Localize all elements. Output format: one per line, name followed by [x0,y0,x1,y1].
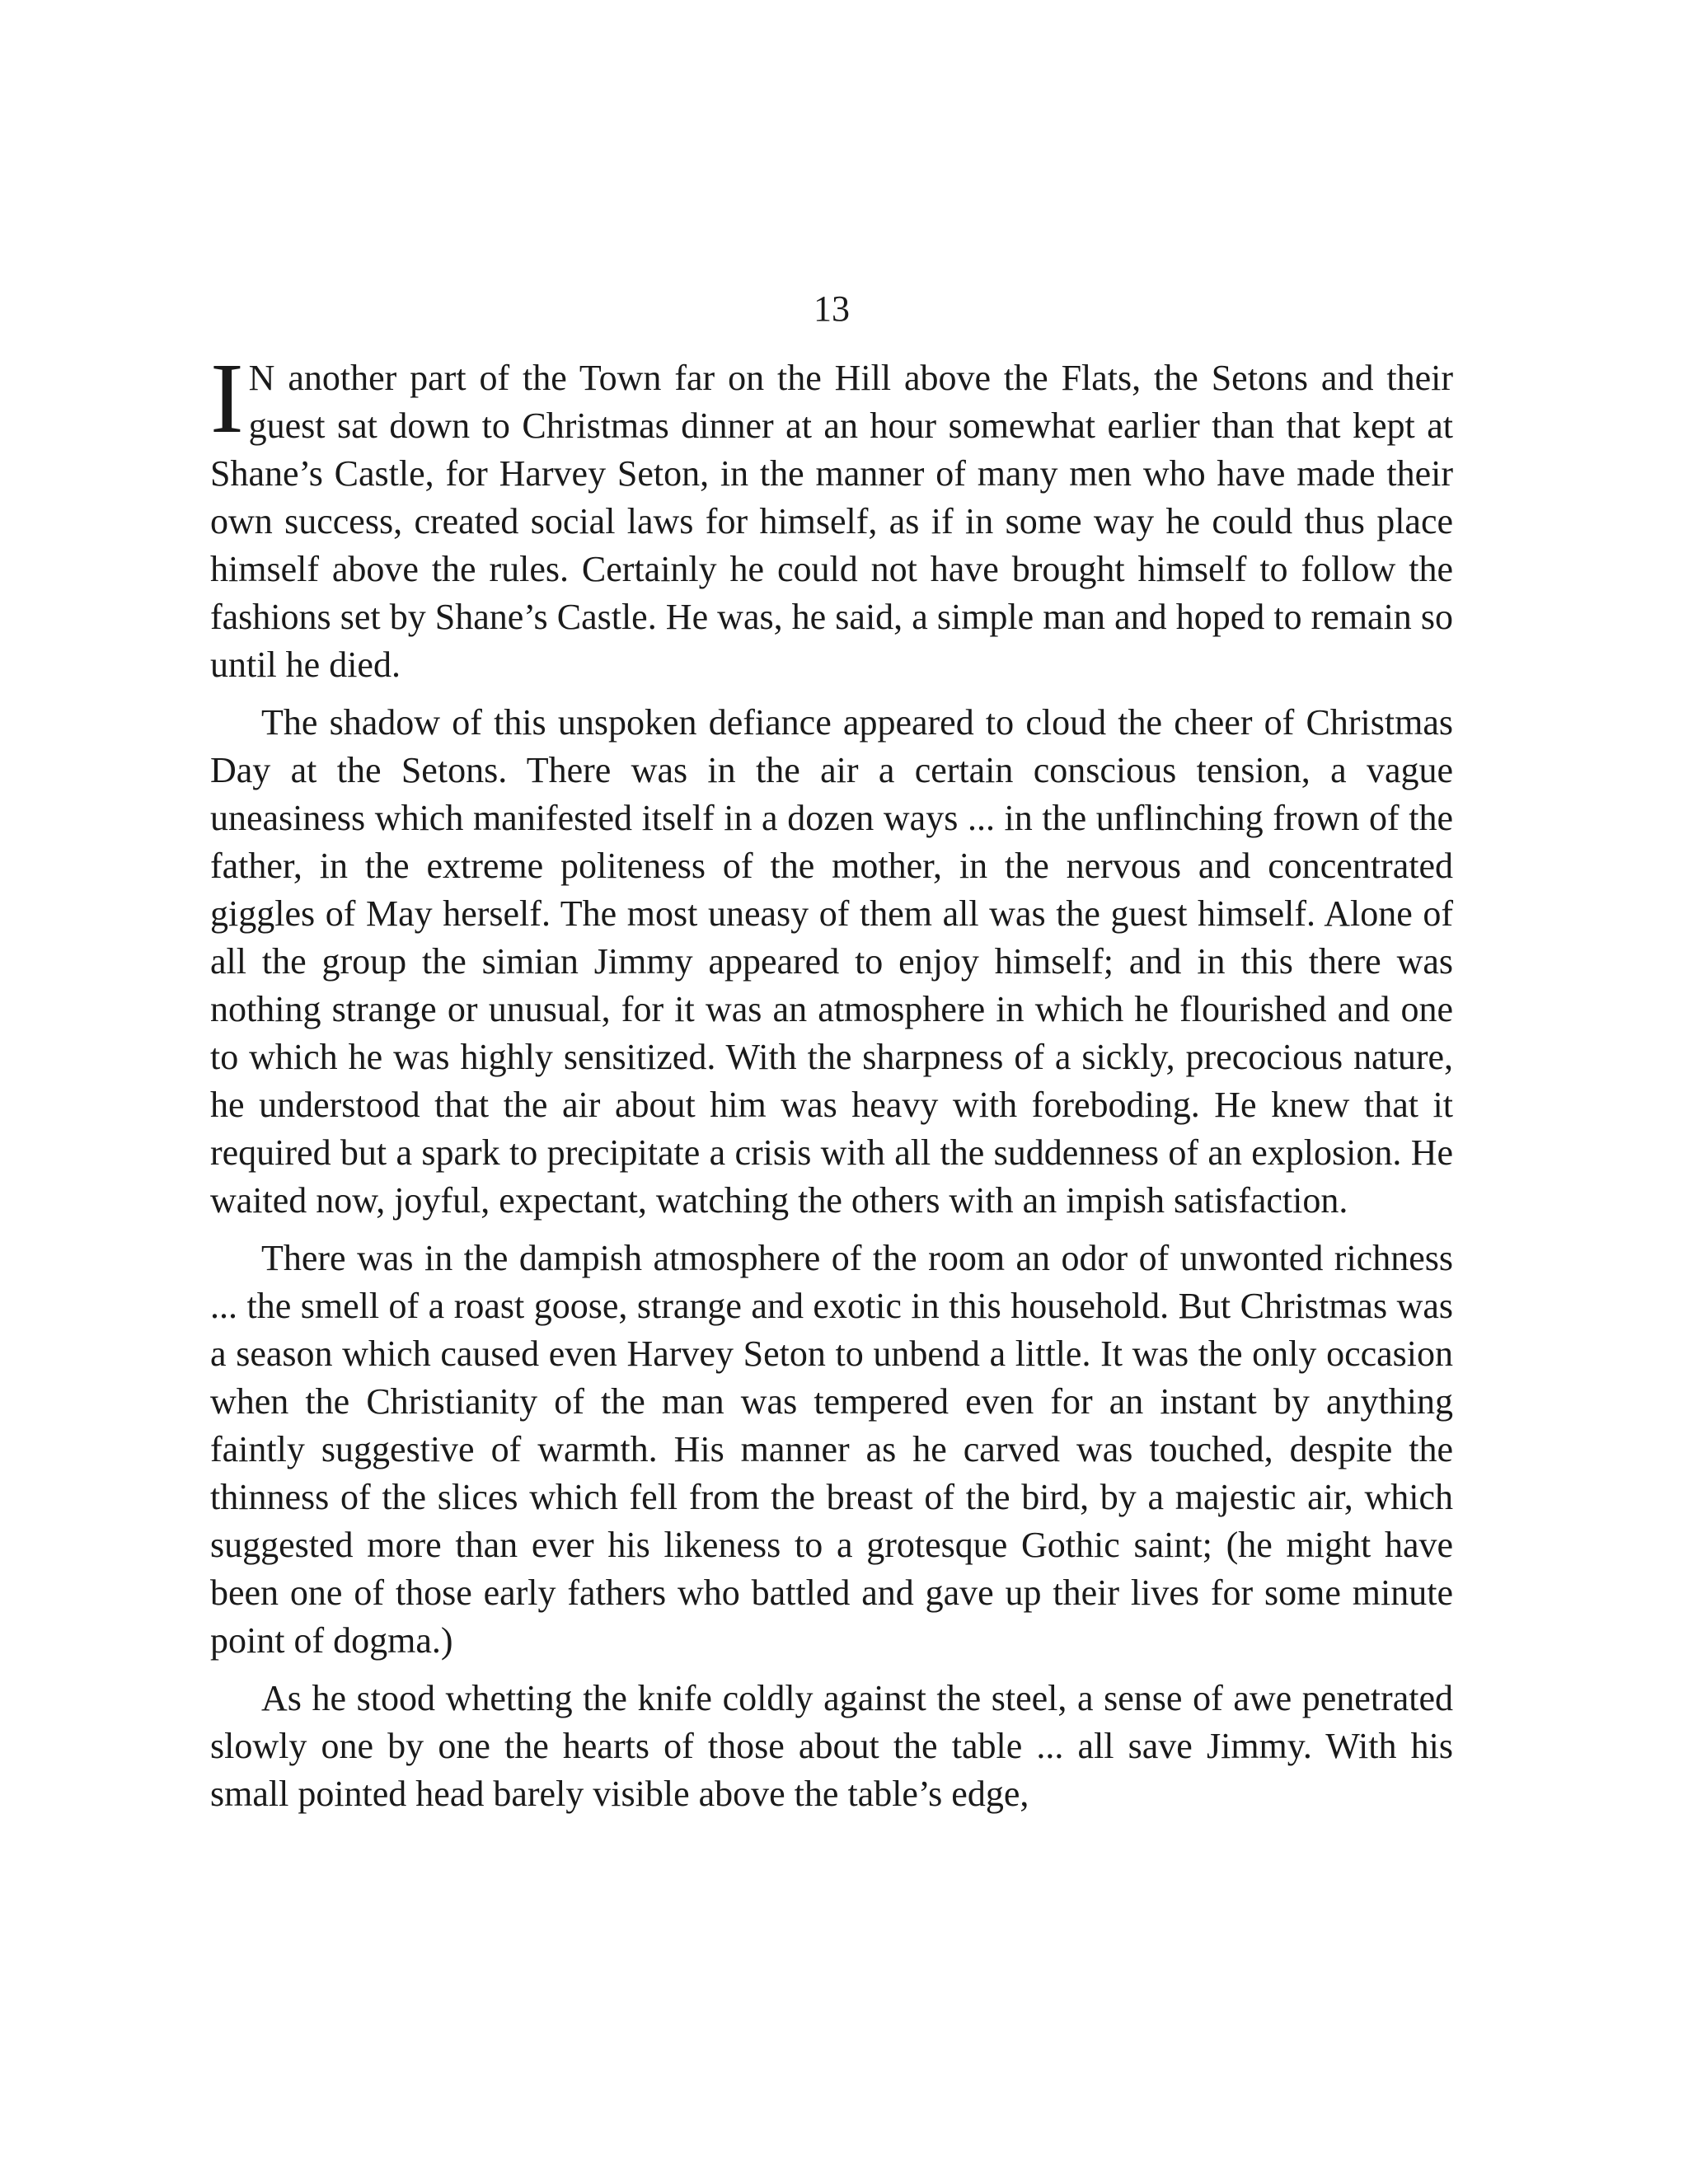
paragraph-1-text: N another part of the Town far on the Hill above the Flats, the Setons and their guest sat down to Christmas dinner at an hour somewhat earlier than that kept at Shane’s Castle, for Harvey Seton, in the manner of many men who have made their own success, created social laws for himself, as if in some way he could thus place himself above the rules. Certainly he could not have brought himself to follow the fashions set by Shane’s Castle. He was, he said, a simple man and hoped to remain so until he died. [210,358,1453,685]
paragraph-4: As he stood whetting the knife coldly against the steel, a sense of awe penetrated slowly one by one the hearts of those about the table ... all save Jimmy. With his small pointed head barely visible above the table’s edge, [210,1678,1453,1814]
page-number: 13 [814,288,850,329]
paragraph-3: There was in the dampish atmosphere of the room an odor of unwonted richness ... the smell of a roast goose, strange and exotic in this household. But Christmas was a season which caused even Harvey Seton to unbend a little. It was the only occasion when the Christianity of the man was tempered even for an instant by anything faintly suggestive of warmth. His manner as he carved was touched, despite the thinness of the slices which fell from the breast of the bird, by a majestic air, which suggested more than ever his likeness to a grotesque Gothic saint; (he might have been one of those early fathers who battled and gave up their lives for some minute point of dogma.) [210,1238,1453,1661]
paragraph-2: The shadow of this unspoken defiance appeared to cloud the cheer of Christmas Day at the Setons. There was in the air a certain conscious tension, a vague uneasiness which manifested itself in a dozen ways ... in the unflinching frown of the father, in the extreme politeness of the mother, in the nervous and concentrated giggles of May herself. The most uneasy of them all was the guest himself. Alone of all the group the simian Jimmy appeared to enjoy himself; and in this there was nothing strange or unusual, for it was an atmosphere in which he flourished and one to which he was highly sensitized. With the sharpness of a sickly, precocious nature, he understood that the air about him was heavy with foreboding. He knew that it required but a spark to precipitate a crisis with all the suddenness of an explosion. He waited now, joyful, expectant, watching the others with an impish satisfaction. [210,702,1453,1221]
drop-cap: I [210,343,244,454]
body-text [210,343,1453,1828]
paragraph-1 [210,343,1453,689]
